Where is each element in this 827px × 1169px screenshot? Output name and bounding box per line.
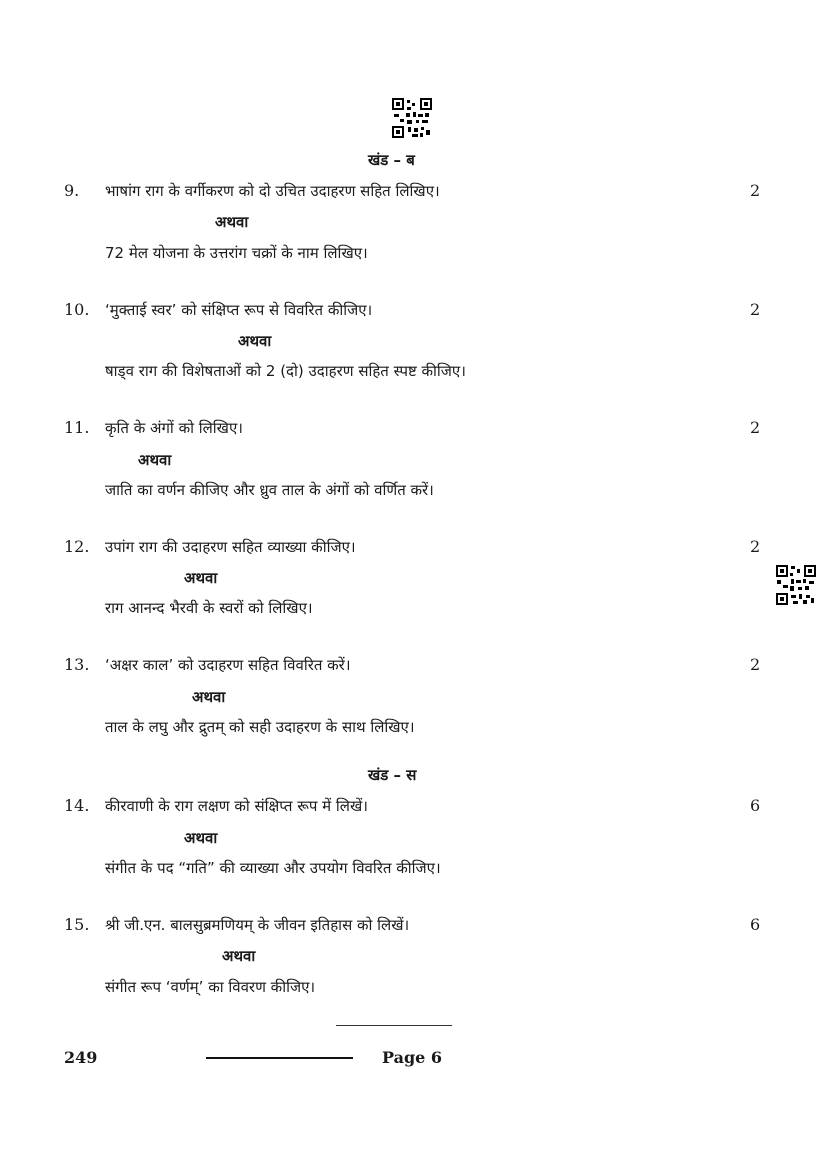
alternative-question-text: संगीत रूप ‘वर्णम्’ का विवरण कीजिए। [105, 978, 316, 996]
question-text: ‘अक्षर काल’ को उदाहरण सहित विवरित करें। [105, 656, 351, 674]
or-label: अथवा [215, 213, 249, 231]
question-number: 14. [64, 796, 90, 815]
question-number: 15. [64, 915, 90, 934]
question-text: कीरवाणी के राग लक्षण को संक्षिप्त रूप में लिखें। [105, 797, 368, 815]
qr-code-side [776, 565, 816, 605]
or-label: अथवा [138, 451, 172, 469]
alternative-question-text: संगीत के पद “गति” की व्याख्या और उपयोग विवरित कीजिए। [105, 859, 441, 877]
footer-rule [206, 1057, 353, 1059]
alternative-question-text: ताल के लघु और द्रुतम् को सही उदाहरण के साथ लिखिए। [105, 718, 415, 736]
or-label: अथवा [238, 332, 272, 350]
question-text: श्री जी.एन. बालसुब्रमणियम् के जीवन इतिहास को लिखें। [105, 916, 410, 934]
section-b-heading: खंड – ब [368, 151, 415, 169]
question-text: ‘मुक्ताई स्वर’ को संक्षिप्त रूप से विवरित कीजिए। [105, 301, 373, 319]
paper-code: 249 [64, 1048, 98, 1067]
end-divider [336, 1025, 452, 1026]
alternative-question-text: षाड्व राग की विशेषताओं को 2 (दो) उदाहरण सहित स्पष्ट कीजिए। [105, 362, 466, 380]
question-number: 12. [64, 537, 90, 556]
alternative-question-text: जाति का वर्णन कीजिए और ध्रुव ताल के अंगों को वर्णित करें। [105, 481, 434, 499]
alternative-question-text: राग आनन्द भैरवी के स्वरों को लिखिए। [105, 599, 313, 617]
section-c-heading: खंड – स [368, 766, 417, 784]
question-marks: 6 [750, 796, 761, 815]
question-marks: 2 [750, 418, 761, 437]
question-marks: 6 [750, 915, 761, 934]
question-marks: 2 [750, 300, 761, 319]
or-label: अथवा [222, 947, 256, 965]
question-text: भाषांग राग के वर्गीकरण को दो उचित उदाहरण सहित लिखिए। [105, 182, 440, 200]
question-number: 11. [64, 418, 90, 437]
question-number: 9. [64, 181, 80, 200]
or-label: अथवा [184, 829, 218, 847]
question-text: उपांग राग की उदाहरण सहित व्याख्या कीजिए। [105, 538, 356, 556]
question-number: 10. [64, 300, 90, 319]
qr-code-top [392, 98, 432, 138]
or-label: अथवा [184, 569, 218, 587]
question-number: 13. [64, 655, 90, 674]
or-label: अथवा [192, 688, 226, 706]
question-text: कृति के अंगों को लिखिए। [105, 419, 243, 437]
question-marks: 2 [750, 537, 761, 556]
question-marks: 2 [750, 181, 761, 200]
alternative-question-text: 72 मेल योजना के उत्तरांग चक्रों के नाम लिखिए। [105, 244, 368, 262]
question-marks: 2 [750, 655, 761, 674]
page-number: Page 6 [382, 1048, 443, 1067]
